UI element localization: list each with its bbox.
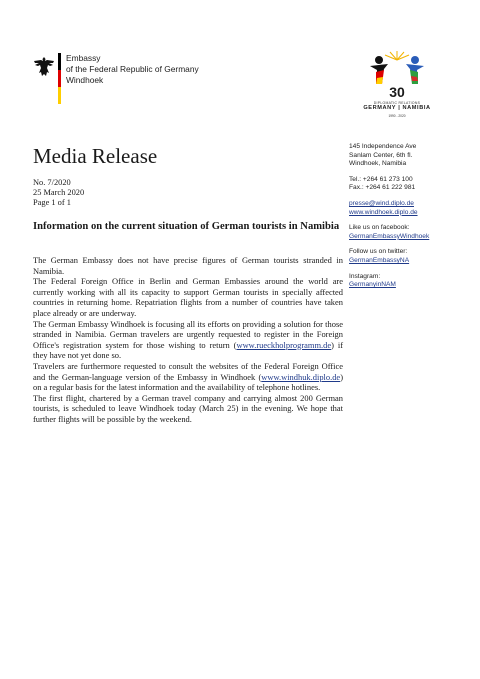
rueckholprogramm-link[interactable]: www.rueckholprogramm.de: [236, 339, 332, 350]
facebook-label: Like us on facebook:: [349, 224, 410, 232]
website-link[interactable]: www.windhoek.diplo.de: [349, 208, 418, 216]
headline: Information on the current situation of German tourists in Namibia: [33, 221, 340, 232]
german-flag-bar: [58, 53, 61, 104]
instagram-label: Instagram:: [349, 272, 381, 280]
paragraph-4: Travelers are furthermore requested to consult the websites of the Federal Foreign Office and the German-language version of the Embassy in Windhoek (www.windhuk.diplo.de) on a regular basis for the latest information and the availability of telephone hotlines.: [33, 360, 343, 393]
anniversary-logo: 30 DIPLOMATIC RELATIONS GERMANY | NAMIBIA 1990 - 2020: [352, 50, 442, 120]
address-line: Sanlam Center, 6th fl.: [349, 151, 413, 159]
release-number: No. 7/2020: [33, 178, 71, 187]
fax: Fax.: +264 61 222 981: [349, 184, 416, 192]
paragraph-3: The German Embassy Windhoek is focusing all its efforts on providing a solution for those stranded in Namibia. German travelers are urgently requested to register in the Foreign Office's registration system for those wishing to return (www.rueckholprogramm.de) if they have not yet done so.: [33, 318, 344, 361]
address-line: Windhoek, Namibia: [349, 160, 407, 168]
federal-eagle-icon: [33, 55, 55, 79]
release-meta: [33, 178, 84, 209]
windhuk-diplo-link[interactable]: www.windhuk.diplo.de: [261, 371, 341, 382]
twitter-link[interactable]: GermanEmbassyNA: [349, 256, 410, 264]
paragraph-1: The German Embassy does not have precise figures of German tourists stranded in Namibia.: [33, 255, 343, 276]
release-date: 25 March 2020: [33, 188, 85, 198]
release-body: [33, 255, 343, 425]
page-count: Page 1 of 1: [33, 198, 71, 208]
anniversary-figures-icon: [362, 50, 432, 100]
embassy-name: Embassy of the Federal Republic of Germany Windhoek: [66, 53, 199, 85]
facebook-link[interactable]: GermanEmbassyWindhoek: [349, 232, 430, 240]
email-link[interactable]: presse@wind.diplo.de: [349, 199, 414, 207]
address-line: 145 Independence Ave: [349, 143, 417, 150]
contact-sidebar: [349, 143, 464, 290]
paragraph-5: The first flight, chartered by a German travel company and carrying almost 200 German tourists, is scheduled to leave Windhoek today (March 25) in the evening. We hope that further flights will be possible by the weekend.: [33, 392, 343, 424]
instagram-link[interactable]: GermanyinNAM: [349, 281, 396, 289]
telephone: Tel.: +264 61 273 100: [349, 175, 413, 183]
paragraph-2: The Federal Foreign Office in Berlin and German Embassies around the world are currently working with all its capacity to support German tourists in specially affected countries in returning home. Repatriation flights from a number of countries have taken place already or are underway.: [33, 276, 343, 318]
page-title: Media Release: [33, 144, 158, 168]
svg-text:30: 30: [389, 84, 405, 100]
twitter-label: Follow us on twitter:: [349, 248, 408, 256]
